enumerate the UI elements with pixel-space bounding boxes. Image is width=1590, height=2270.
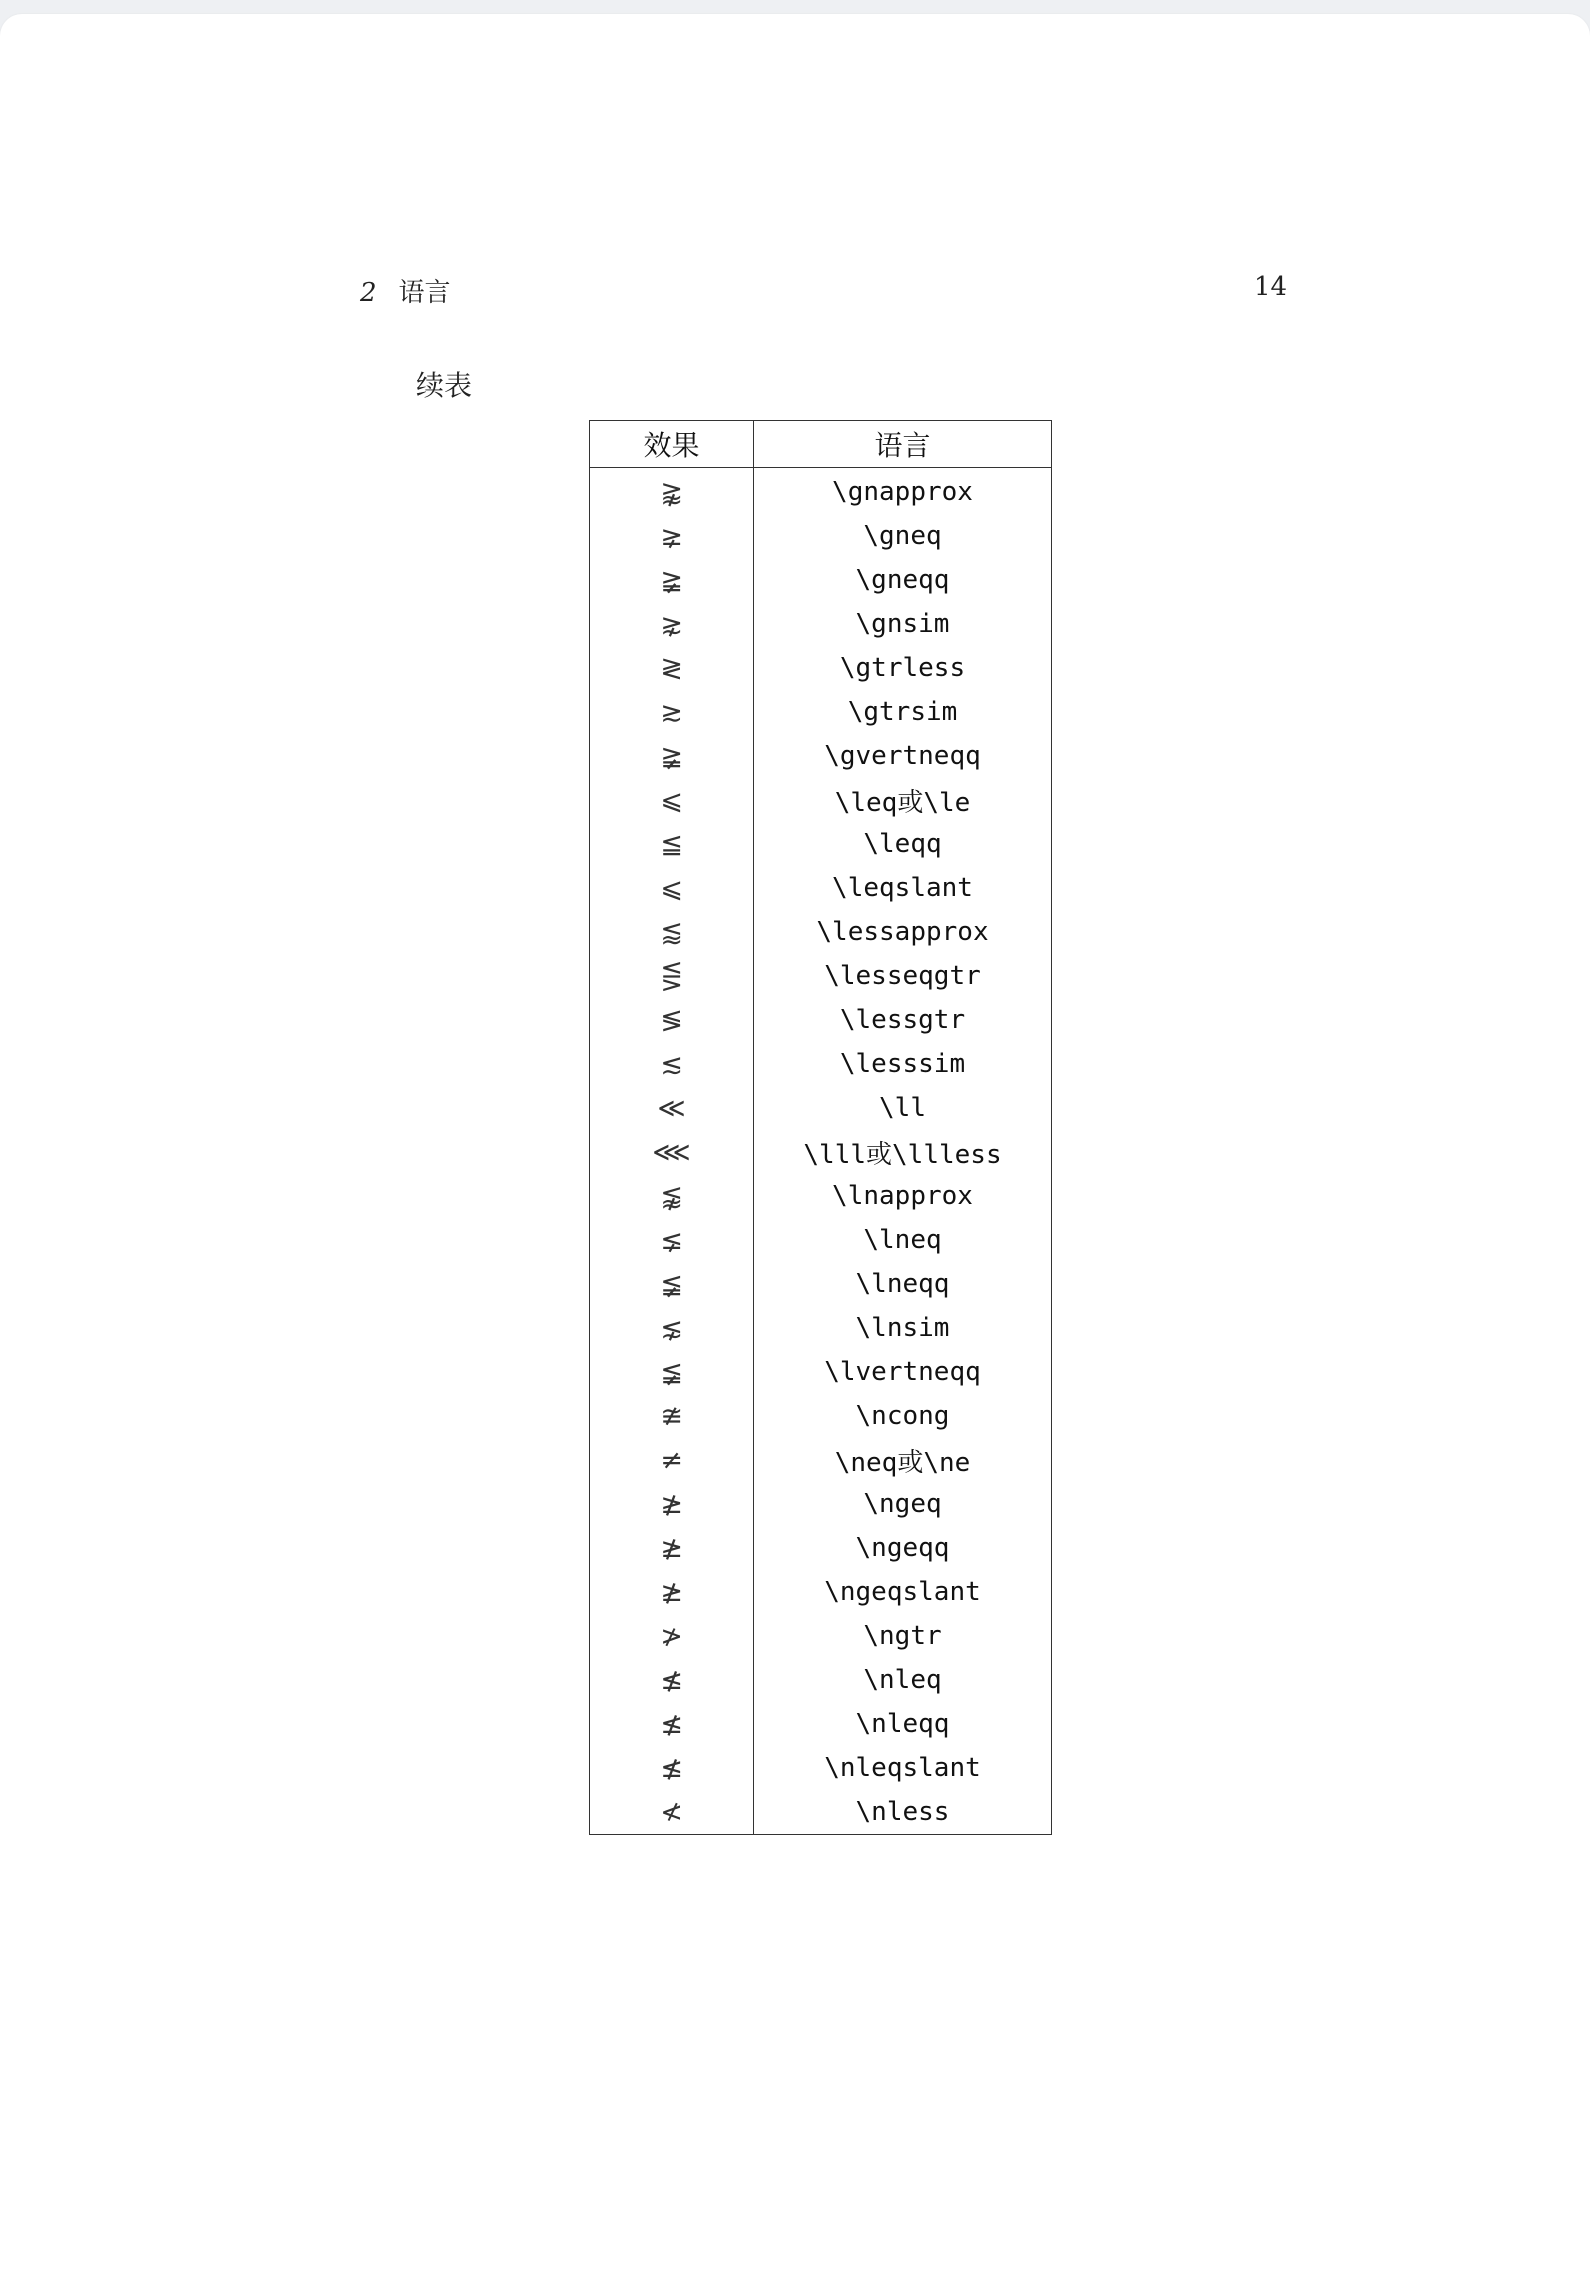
- latex-command: \gneq: [863, 521, 942, 551]
- symbol-glyph: ⪉: [590, 1174, 754, 1218]
- table-row: [590, 1218, 1052, 1262]
- table-row: [590, 468, 1052, 515]
- table-row: [590, 1086, 1052, 1130]
- symbol-glyph: ⋦: [590, 1306, 754, 1350]
- symbol-glyph: ≩: [590, 558, 754, 602]
- table-row: [590, 1174, 1052, 1218]
- table-row: [590, 910, 1052, 954]
- symbol-glyph: ⪇: [590, 1218, 754, 1262]
- symbol-glyph: ≯: [590, 1614, 754, 1658]
- page-number: 14: [1254, 272, 1288, 302]
- latex-command: \lesssim: [839, 1049, 966, 1079]
- table-row: [590, 1482, 1052, 1526]
- latex-command: \ll: [879, 1093, 926, 1123]
- table-row: [590, 1130, 1052, 1174]
- latex-command: \nless: [855, 1797, 950, 1827]
- table-row: [590, 998, 1052, 1042]
- table-row: [590, 822, 1052, 866]
- table-row: [590, 1394, 1052, 1438]
- symbol-glyph: ≳: [590, 690, 754, 734]
- symbol-glyph: ⪈: [590, 514, 754, 558]
- table-header-row: [590, 421, 1052, 468]
- latex-command: \gneqq: [855, 565, 950, 595]
- latex-command: \nleqq: [855, 1709, 950, 1739]
- symbol-glyph: ≨: [590, 1262, 754, 1306]
- symbol-glyph: ⪅: [590, 910, 754, 954]
- symbol-glyph: ≰: [590, 1746, 754, 1790]
- symbol-glyph: ≷: [590, 646, 754, 690]
- latex-command: \ngeqslant: [824, 1577, 981, 1607]
- symbol-glyph: ⩽: [590, 778, 754, 822]
- latex-command: \nleqslant: [824, 1753, 981, 1783]
- latex-command: \lnapprox: [832, 1181, 973, 1211]
- latex-command: \lessgtr: [839, 1005, 966, 1035]
- table-row: [590, 1614, 1052, 1658]
- table-row: [590, 1746, 1052, 1790]
- latex-command: \lvertneqq: [824, 1357, 981, 1387]
- chapter-number: 2: [360, 278, 377, 308]
- table-row: [590, 558, 1052, 602]
- latex-command: \lneq: [863, 1225, 942, 1255]
- symbol-glyph: ⩽: [590, 866, 754, 910]
- symbol-glyph: ≱: [590, 1570, 754, 1614]
- table-continued-caption: 续表: [416, 369, 473, 402]
- latex-command: \nleq: [863, 1665, 942, 1695]
- symbol-glyph: ⪊: [590, 468, 754, 515]
- table-row: [590, 1658, 1052, 1702]
- latex-command: \leqslant: [832, 873, 973, 903]
- chapter-title: 语言: [398, 278, 451, 308]
- table-row: [590, 690, 1052, 734]
- table-row: [590, 1262, 1052, 1306]
- latex-command: \ngeq: [863, 1489, 942, 1519]
- table-row: [590, 1306, 1052, 1350]
- symbol-glyph: ≠: [590, 1438, 754, 1482]
- latex-command: \ngtr: [863, 1621, 942, 1651]
- table-row: [590, 514, 1052, 558]
- table-row: [590, 1438, 1052, 1482]
- latex-command: \lesseqgtr: [824, 961, 981, 991]
- header-effect: 效果: [590, 421, 754, 468]
- table-row: [590, 1790, 1052, 1835]
- table-body: [590, 468, 1052, 1835]
- table-row: [590, 866, 1052, 910]
- latex-command: \lnsim: [855, 1313, 950, 1343]
- symbol-glyph: ≱: [590, 1482, 754, 1526]
- symbol-glyph: ≩: [590, 734, 754, 778]
- latex-command: \neq或\ne: [834, 1447, 971, 1478]
- latex-command: \leq或\le: [834, 787, 971, 818]
- latex-command: \lessapprox: [816, 917, 989, 947]
- table-row: [590, 1570, 1052, 1614]
- symbol-glyph: ≰: [590, 1702, 754, 1746]
- table-row: [590, 954, 1052, 998]
- latex-command: \gvertneqq: [824, 741, 981, 771]
- table-row: [590, 602, 1052, 646]
- table-row: [590, 646, 1052, 690]
- symbol-glyph: ≶: [590, 998, 754, 1042]
- symbol-glyph: ≰: [590, 1658, 754, 1702]
- latex-command: \gnsim: [855, 609, 950, 639]
- symbol-glyph: ≲: [590, 1042, 754, 1086]
- symbol-glyph: ≇: [590, 1394, 754, 1438]
- latex-command: \lll或\llless: [803, 1139, 1002, 1170]
- latex-command: \gtrsim: [847, 697, 958, 727]
- latex-command: \gnapprox: [832, 477, 973, 507]
- latex-command: \ncong: [855, 1401, 950, 1431]
- symbol-glyph: ⋚: [590, 954, 754, 998]
- table-row: [590, 1042, 1052, 1086]
- latex-command: \ngeqq: [855, 1533, 950, 1563]
- latex-command: \gtrless: [839, 653, 966, 683]
- header-language: 语言: [754, 421, 1052, 468]
- document-page: [0, 14, 1590, 2270]
- latex-command: \lneqq: [855, 1269, 950, 1299]
- latex-command: \leqq: [863, 829, 942, 859]
- running-head: [360, 272, 451, 309]
- symbol-table: [589, 420, 1052, 1835]
- table-row: [590, 734, 1052, 778]
- symbol-glyph: ≨: [590, 1350, 754, 1394]
- table-row: [590, 1526, 1052, 1570]
- symbol-glyph: ≪: [590, 1086, 754, 1130]
- symbol-glyph: ⋘: [590, 1130, 754, 1174]
- symbol-glyph: ≮: [590, 1790, 754, 1835]
- symbol-glyph: ⋧: [590, 602, 754, 646]
- table-row: [590, 778, 1052, 822]
- symbol-glyph: ≱: [590, 1526, 754, 1570]
- table-row: [590, 1702, 1052, 1746]
- symbol-glyph: ≦: [590, 822, 754, 866]
- table-row: [590, 1350, 1052, 1394]
